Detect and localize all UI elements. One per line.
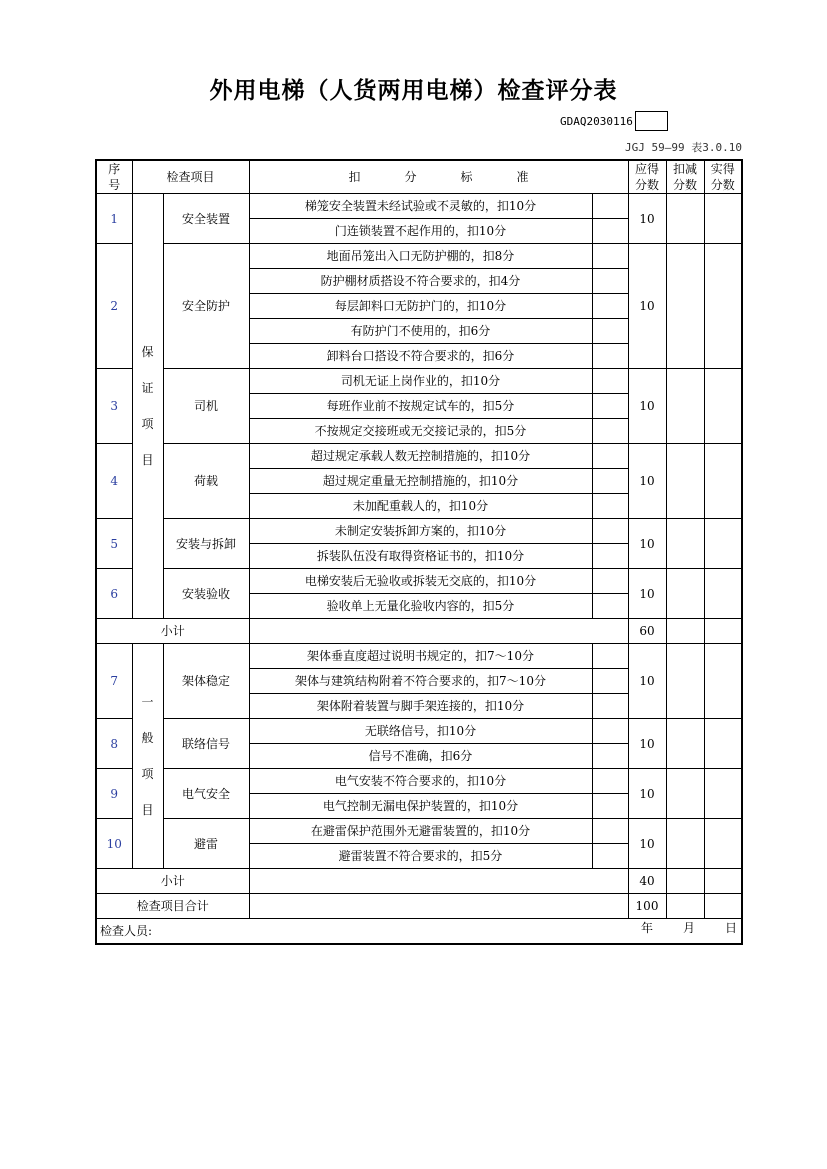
inspector-label: 检查人员: [100, 924, 153, 938]
due-score: 10 [628, 519, 666, 569]
header-actual-score-line1: 实得 [710, 162, 735, 176]
deducted-score-cell[interactable] [666, 644, 704, 719]
deduction-criterion: 超过规定承载人数无控制措施的，扣10分 [249, 444, 592, 469]
item-name: 荷载 [163, 444, 249, 519]
header-criteria-char: 扣 [348, 170, 361, 184]
actual-score-cell[interactable] [704, 769, 742, 819]
subtotal-guarantee-row-label: 小计 [96, 619, 249, 644]
deduction-entry-cell[interactable] [592, 719, 628, 744]
item-number: 4 [96, 444, 132, 519]
header-actual-score [704, 160, 742, 194]
deduction-criterion: 架体与建筑结构附着不符合要求的，扣7～10分 [249, 669, 592, 694]
deduction-entry-cell[interactable] [592, 644, 628, 669]
deducted-score-cell[interactable] [666, 719, 704, 769]
form-code-input-box[interactable] [635, 111, 668, 131]
general-group-label-char: 目 [141, 803, 154, 817]
deducted-score-cell[interactable] [666, 444, 704, 519]
deducted-score-cell[interactable] [666, 519, 704, 569]
subtotal-general-row-blank [249, 869, 628, 894]
inspector-cell[interactable] [96, 919, 742, 944]
guarantee-group-label-char: 保 [141, 345, 154, 359]
actual-score-cell[interactable] [704, 719, 742, 769]
item-number: 9 [96, 769, 132, 819]
criteria-row [96, 719, 742, 744]
deduction-criterion: 超过规定重量无控制措施的，扣10分 [249, 469, 592, 494]
guarantee-group-label [132, 194, 163, 619]
actual-score-cell[interactable] [704, 644, 742, 719]
actual-score-cell[interactable] [704, 819, 742, 869]
actual-score-cell[interactable] [704, 244, 742, 369]
due-score: 10 [628, 444, 666, 519]
item-name: 司机 [163, 369, 249, 444]
item-name: 电气安全 [163, 769, 249, 819]
item-name: 安全装置 [163, 194, 249, 244]
signature-row [96, 919, 742, 944]
criteria-row [96, 569, 742, 594]
total-row-blank [249, 894, 628, 919]
deduction-entry-cell[interactable] [592, 544, 628, 569]
criteria-row [96, 244, 742, 269]
deducted-score-cell[interactable] [666, 369, 704, 444]
subtotal-guarantee-row-actual-cell[interactable] [704, 619, 742, 644]
deduction-entry-cell[interactable] [592, 319, 628, 344]
deduction-entry-cell[interactable] [592, 419, 628, 444]
actual-score-cell[interactable] [704, 519, 742, 569]
deduction-criterion: 不按规定交接班或无交接记录的，扣5分 [249, 419, 592, 444]
deduction-entry-cell[interactable] [592, 519, 628, 544]
form-code-row [560, 110, 668, 132]
header-due-score-line2: 分数 [634, 178, 659, 192]
due-score: 10 [628, 244, 666, 369]
deduction-entry-cell[interactable] [592, 794, 628, 819]
header-deduct-score-line1: 扣减 [672, 162, 697, 176]
item-name: 安装与拆卸 [163, 519, 249, 569]
subtotal-guarantee-row-blank [249, 619, 628, 644]
date-label: 日 [724, 920, 737, 935]
subtotal-guarantee-row-score: 60 [628, 619, 666, 644]
subtotal-general-row-label: 小计 [96, 869, 249, 894]
inspection-score-table [95, 159, 743, 945]
deduction-criterion: 梯笼安全装置未经试验或不灵敏的，扣10分 [249, 194, 592, 219]
header-due-score [628, 160, 666, 194]
standard-reference: JGJ 59—99 表3.0.10 [625, 141, 742, 154]
deduction-criterion: 未加配重载人的，扣10分 [249, 494, 592, 519]
date-label: 月 [682, 920, 695, 935]
criteria-row [96, 819, 742, 844]
deduction-entry-cell[interactable] [592, 269, 628, 294]
criteria-row [96, 194, 742, 219]
criteria-row [96, 369, 742, 394]
header-item: 检查项目 [132, 160, 249, 194]
deduction-entry-cell[interactable] [592, 494, 628, 519]
deduction-entry-cell[interactable] [592, 669, 628, 694]
deducted-score-cell[interactable] [666, 244, 704, 369]
deduction-criterion: 架体垂直度超过说明书规定的，扣7～10分 [249, 644, 592, 669]
subtotal-guarantee-row-deducted-cell[interactable] [666, 619, 704, 644]
item-number: 8 [96, 719, 132, 769]
due-score: 10 [628, 719, 666, 769]
deduction-entry-cell[interactable] [592, 394, 628, 419]
deduction-criterion: 电气安装不符合要求的，扣10分 [249, 769, 592, 794]
deduction-entry-cell[interactable] [592, 344, 628, 369]
total-row-label: 检查项目合计 [96, 894, 249, 919]
deduction-criterion: 无联络信号，扣10分 [249, 719, 592, 744]
deduction-entry-cell[interactable] [592, 194, 628, 219]
deduction-entry-cell[interactable] [592, 369, 628, 394]
general-group-label-char: 般 [141, 731, 154, 745]
subtotal-general-row-deducted-cell[interactable] [666, 869, 704, 894]
item-number: 5 [96, 519, 132, 569]
deduction-entry-cell[interactable] [592, 244, 628, 269]
deduction-criterion: 架体附着装置与脚手架连接的，扣10分 [249, 694, 592, 719]
deduction-entry-cell[interactable] [592, 594, 628, 619]
deduction-criterion: 未制定安装拆卸方案的，扣10分 [249, 519, 592, 544]
guarantee-group-label-char: 目 [141, 453, 154, 467]
general-group-label-char: 项 [141, 767, 154, 781]
subtotal-general-row-actual-cell[interactable] [704, 869, 742, 894]
deduction-criterion: 拆装队伍没有取得资格证书的，扣10分 [249, 544, 592, 569]
item-number: 7 [96, 644, 132, 719]
guarantee-group-label-char: 项 [141, 417, 154, 431]
deduction-entry-cell[interactable] [592, 569, 628, 594]
deduction-criterion: 电梯安装后无验收或拆装无交底的，扣10分 [249, 569, 592, 594]
deduction-entry-cell[interactable] [592, 744, 628, 769]
form-title: 外用电梯（人货两用电梯）检查评分表 [209, 78, 618, 104]
general-group-label [132, 644, 163, 869]
header-deduct-score-line2: 分数 [672, 178, 697, 192]
date-label: 年 [640, 920, 653, 935]
due-score: 10 [628, 644, 666, 719]
total-row [96, 894, 742, 919]
deducted-score-cell[interactable] [666, 194, 704, 244]
deduction-criterion: 每班作业前不按规定试车的，扣5分 [249, 394, 592, 419]
criteria-row [96, 769, 742, 794]
deducted-score-cell[interactable] [666, 769, 704, 819]
item-number: 3 [96, 369, 132, 444]
item-name: 避雷 [163, 819, 249, 869]
header-actual-score-line2: 分数 [710, 178, 735, 192]
header-seq-line2: 号 [108, 178, 121, 192]
criteria-row [96, 519, 742, 544]
item-name: 安装验收 [163, 569, 249, 619]
due-score: 10 [628, 194, 666, 244]
actual-score-cell[interactable] [704, 444, 742, 519]
deduction-entry-cell[interactable] [592, 444, 628, 469]
deduction-criterion: 门连锁装置不起作用的，扣10分 [249, 219, 592, 244]
deduction-entry-cell[interactable] [592, 819, 628, 844]
form-code: GDAQ2030116 [560, 114, 633, 128]
deduction-entry-cell[interactable] [592, 469, 628, 494]
deduction-criterion: 信号不准确，扣6分 [249, 744, 592, 769]
criteria-row [96, 444, 742, 469]
total-row-deducted-cell[interactable] [666, 894, 704, 919]
header-criteria-char: 分 [404, 170, 417, 184]
deduction-criterion: 验收单上无量化验收内容的，扣5分 [249, 594, 592, 619]
due-score: 10 [628, 369, 666, 444]
item-name: 联络信号 [163, 719, 249, 769]
header-criteria [249, 160, 628, 194]
deducted-score-cell[interactable] [666, 569, 704, 619]
deduction-criterion: 在避雷保护范围外无避雷装置的，扣10分 [249, 819, 592, 844]
header-seq-line1: 序 [108, 162, 121, 176]
item-number: 1 [96, 194, 132, 244]
deduction-criterion: 每层卸料口无防护门的，扣10分 [249, 294, 592, 319]
header-due-score-line1: 应得 [634, 162, 659, 176]
item-number: 2 [96, 244, 132, 369]
deduction-criterion: 卸料台口搭设不符合要求的，扣6分 [249, 344, 592, 369]
criteria-row [96, 644, 742, 669]
header-seq [96, 160, 132, 194]
deduction-criterion: 避雷装置不符合要求的，扣5分 [249, 844, 592, 869]
deduction-criterion: 防护棚材质搭设不符合要求的，扣4分 [249, 269, 592, 294]
due-score: 10 [628, 769, 666, 819]
deduction-entry-cell[interactable] [592, 844, 628, 869]
actual-score-cell[interactable] [704, 369, 742, 444]
deduction-criterion: 有防护门不使用的，扣6分 [249, 319, 592, 344]
item-number: 6 [96, 569, 132, 619]
deduction-entry-cell[interactable] [592, 294, 628, 319]
header-deduct-score [666, 160, 704, 194]
total-row-actual-cell[interactable] [704, 894, 742, 919]
deduction-entry-cell[interactable] [592, 694, 628, 719]
deduction-criterion: 地面吊笼出入口无防护棚的，扣8分 [249, 244, 592, 269]
due-score: 10 [628, 569, 666, 619]
deduction-entry-cell[interactable] [592, 219, 628, 244]
header-row [96, 160, 742, 194]
deducted-score-cell[interactable] [666, 819, 704, 869]
guarantee-group-label-char: 证 [141, 381, 154, 395]
deduction-criterion: 电气控制无漏电保护装置的，扣10分 [249, 794, 592, 819]
subtotal-general-row-score: 40 [628, 869, 666, 894]
general-group-label-char: 一 [141, 695, 154, 709]
total-row-score: 100 [628, 894, 666, 919]
deduction-entry-cell[interactable] [592, 769, 628, 794]
item-name: 架体稳定 [163, 644, 249, 719]
actual-score-cell[interactable] [704, 194, 742, 244]
header-criteria-char: 准 [516, 170, 529, 184]
item-name: 安全防护 [163, 244, 249, 369]
actual-score-cell[interactable] [704, 569, 742, 619]
deduction-criterion: 司机无证上岗作业的，扣10分 [249, 369, 592, 394]
subtotal-guarantee-row [96, 619, 742, 644]
item-number: 10 [96, 819, 132, 869]
due-score: 10 [628, 819, 666, 869]
date-fields [611, 921, 737, 935]
subtotal-general-row [96, 869, 742, 894]
header-criteria-char: 标 [460, 170, 473, 184]
